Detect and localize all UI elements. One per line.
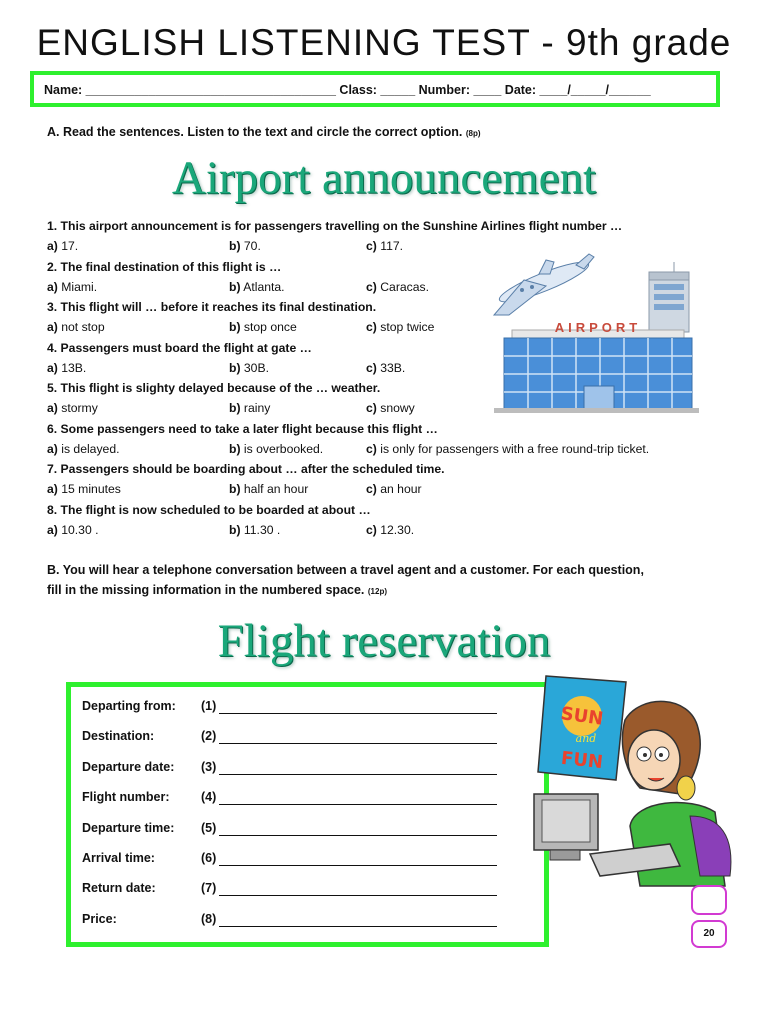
form-label: Departure time:	[82, 820, 175, 835]
question-4-option-a[interactable]	[47, 361, 86, 375]
question-7-option-a[interactable]	[47, 482, 121, 496]
question-5: 5. This flight is slighty delayed because of the … weather.	[47, 381, 381, 395]
option-text: is overbooked.	[243, 441, 324, 456]
option-text: 117.	[380, 239, 404, 253]
option-text: Caracas.	[380, 279, 430, 294]
option-label: b)	[229, 482, 241, 496]
answer-blank-7[interactable]	[219, 895, 497, 896]
question-7-option-b[interactable]	[229, 482, 308, 496]
option-label: b)	[229, 522, 241, 537]
question-6-option-c[interactable]	[366, 442, 649, 456]
section-b-instruction-line1: B. You will hear a telephone conversation between a travel agent and a customer. For each question,	[47, 563, 644, 577]
question-8-option-b[interactable]	[229, 523, 280, 537]
option-text: 17.	[61, 239, 79, 253]
option-text: stop twice	[380, 320, 435, 334]
option-label: c)	[366, 441, 377, 456]
option-text: an hour	[380, 482, 422, 496]
question-6-option-b[interactable]	[229, 442, 323, 456]
option-text: not stop	[61, 320, 105, 334]
answer-blank-5[interactable]	[219, 835, 497, 836]
question-2-option-a[interactable]	[47, 280, 97, 294]
poster-word-and: and	[575, 732, 597, 745]
option-label: a)	[47, 441, 58, 456]
poster-word-fun: FUN	[559, 747, 604, 774]
option-text: 13B.	[61, 360, 87, 375]
option-label: a)	[47, 279, 58, 294]
question-3-option-c[interactable]	[366, 320, 434, 334]
question-2-option-c[interactable]	[366, 280, 429, 294]
answer-blank-8[interactable]	[219, 926, 497, 927]
option-text: Atlanta.	[243, 279, 285, 294]
form-field-number: (4)	[201, 790, 217, 805]
sun-and-fun-poster	[538, 676, 626, 780]
question-8: 8. The flight is now scheduled to be boarded at about …	[47, 502, 371, 517]
option-label: b)	[229, 441, 241, 456]
reservation-form-box	[66, 682, 549, 947]
option-text: 33B.	[380, 360, 406, 375]
question-3-option-a[interactable]	[47, 320, 105, 334]
question-4-option-c[interactable]	[366, 361, 405, 375]
page-title: ENGLISH LISTENING TEST - 9th grade	[36, 22, 732, 63]
airport-illustration	[484, 260, 699, 415]
airport-announcement-heading: Airport announcement	[171, 152, 597, 204]
question-4: 4. Passengers must board the flight at gate …	[47, 340, 312, 355]
option-label: a)	[47, 522, 58, 537]
option-label: c)	[366, 482, 377, 496]
answer-blank-2[interactable]	[219, 743, 497, 744]
option-label: c)	[366, 279, 377, 294]
page-number: 20	[691, 920, 727, 948]
flight-reservation-heading: Flight reservation	[217, 615, 551, 667]
answer-blank-4[interactable]	[219, 804, 497, 805]
option-text: 12.30.	[380, 522, 415, 537]
student-info-box	[30, 71, 720, 107]
option-text: is delayed.	[61, 441, 120, 456]
poster-word-sun: SUN	[559, 703, 605, 730]
option-text: 15 minutes	[61, 482, 121, 496]
option-text: stormy	[61, 401, 98, 415]
option-label: b)	[229, 279, 241, 294]
option-label: c)	[366, 360, 377, 375]
option-label: c)	[366, 239, 377, 253]
answer-blank-1[interactable]	[219, 713, 497, 714]
answer-blank-3[interactable]	[219, 774, 497, 775]
form-field-number: (1)	[201, 699, 217, 713]
form-field-number: (7)	[201, 881, 217, 896]
question-5-option-a[interactable]	[47, 401, 98, 415]
section-b-points: (12p)	[367, 587, 388, 596]
option-label: a)	[47, 401, 58, 415]
form-label: Price:	[82, 911, 117, 926]
form-label: Arrival time:	[82, 851, 155, 865]
form-label: Departure date:	[82, 759, 175, 774]
question-1-option-c[interactable]	[366, 239, 403, 253]
student-info-line[interactable]: Name: ____________________________________ Class: _____ Number: ____ Date: ____/_____/______	[44, 83, 651, 97]
option-label: c)	[366, 320, 377, 334]
option-label: b)	[229, 320, 241, 334]
option-text: half an hour	[243, 482, 309, 496]
option-text: 70.	[243, 239, 261, 253]
option-text: 11.30 .	[243, 522, 281, 537]
option-label: b)	[229, 239, 241, 253]
option-label: c)	[366, 522, 377, 537]
travel-agent-illustration	[530, 676, 740, 886]
score-box	[691, 885, 727, 915]
option-label: b)	[229, 360, 241, 375]
question-5-option-c[interactable]	[366, 401, 415, 415]
option-label: a)	[47, 360, 58, 375]
form-field-number: (3)	[201, 759, 217, 774]
section-b-instruction-line2: fill in the missing information in the numbered space. (12p)	[47, 583, 388, 597]
form-field-number: (2)	[201, 729, 217, 744]
question-7: 7. Passengers should be boarding about … after the scheduled time.	[47, 462, 445, 476]
airport-sign: AIRPORT	[554, 320, 642, 335]
question-8-option-a[interactable]	[47, 523, 99, 537]
option-text: Miami.	[61, 279, 98, 294]
section-b-instruction	[47, 560, 644, 602]
question-4-option-b[interactable]	[229, 361, 269, 375]
question-1-option-b[interactable]	[229, 239, 261, 253]
form-field-number: (5)	[201, 820, 217, 835]
option-label: a)	[47, 482, 58, 496]
option-label: c)	[366, 401, 377, 415]
option-text: rainy	[243, 401, 271, 415]
question-3-option-b[interactable]	[229, 320, 297, 334]
answer-blank-6[interactable]	[219, 865, 497, 866]
form-field-number: (6)	[201, 851, 217, 865]
section-a-points: (8p)	[465, 129, 481, 138]
question-2: 2. The final destination of this flight is …	[47, 259, 282, 274]
question-7-option-c[interactable]	[366, 482, 422, 496]
form-label: Destination:	[82, 729, 155, 744]
form-field-number: (8)	[201, 911, 217, 926]
option-text: 30B.	[243, 360, 269, 375]
form-label: Departing from:	[82, 699, 176, 713]
option-label: a)	[47, 320, 58, 334]
question-5-option-b[interactable]	[229, 401, 270, 415]
form-label: Return date:	[82, 881, 156, 896]
question-2-option-b[interactable]	[229, 280, 285, 294]
question-1-option-a[interactable]	[47, 239, 78, 253]
section-a-instruction	[47, 122, 481, 144]
question-6: 6. Some passengers need to take a later flight because this flight …	[47, 421, 438, 436]
option-text: 10.30 .	[61, 522, 99, 537]
form-label: Flight number:	[82, 790, 170, 805]
question-3: 3. This flight will … before it reaches its final destination.	[47, 300, 377, 314]
airplane-icon	[494, 254, 594, 315]
section-a-instruction-text: A. Read the sentences. Listen to the text and circle the correct option.	[47, 125, 463, 139]
option-text: snowy	[380, 401, 415, 415]
option-text: stop once	[243, 320, 297, 334]
option-label: b)	[229, 401, 241, 415]
question-1: 1. This airport announcement is for passengers travelling on the Sunshine Airlines flight number …	[47, 219, 623, 233]
option-label: a)	[47, 239, 58, 253]
question-8-option-c[interactable]	[366, 523, 414, 537]
option-text: is only for passengers with a free round-trip ticket.	[380, 441, 650, 456]
question-6-option-a[interactable]	[47, 442, 120, 456]
